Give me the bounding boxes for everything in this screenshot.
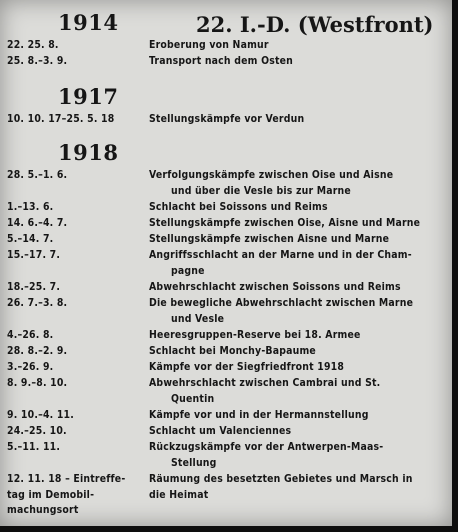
event-line: Eroberung von Namur xyxy=(149,39,269,51)
entry-event xyxy=(149,168,445,199)
entry-event xyxy=(149,232,445,248)
event-line: Stellung xyxy=(171,456,217,469)
year-heading-1918: 1918 xyxy=(58,140,119,165)
entry-date: 24.–25. 10. xyxy=(7,425,67,437)
entry-date: 10. 10. 17–25. 5. 18 xyxy=(7,113,115,125)
event-line: Schlacht bei Monchy-Bapaume xyxy=(149,345,316,357)
event-line: Transport nach dem Osten xyxy=(149,55,294,67)
event-line: Räumung des besetzten Gebietes und Marsch in xyxy=(149,473,413,485)
entry-date: 9. 10.–4. 11. xyxy=(7,409,75,421)
entry-date: 26. 7.–3. 8. xyxy=(7,297,68,309)
event-line: Stellungskämpfe vor Verdun xyxy=(149,113,305,125)
entry-event xyxy=(149,328,445,344)
entry-event xyxy=(149,296,445,327)
document-title: 22. I.-D. (Westfront) xyxy=(196,12,434,37)
entry-date: 28. 5.–1. 6. xyxy=(7,169,68,181)
entry-date: 1.–13. 6. xyxy=(7,201,54,213)
event-line: Angriffsschlacht an der Marne und in der Cham- xyxy=(149,249,412,261)
event-line: Quentin xyxy=(171,392,215,405)
entry-event xyxy=(149,248,445,279)
event-line: Schlacht bei Soissons und Reims xyxy=(149,201,328,213)
year-heading-1917: 1917 xyxy=(58,84,119,109)
entry-event xyxy=(149,280,445,296)
event-line: pagne xyxy=(171,264,205,277)
entry-event xyxy=(149,472,445,503)
entry-date: 28. 8.–2. 9. xyxy=(7,345,68,357)
entry-date: 25. 8.–3. 9. xyxy=(7,55,68,67)
entry-date: 12. 11. 18 – Eintreffe- tag im Demobil- machungsort xyxy=(7,473,126,516)
entry-event xyxy=(149,216,445,232)
entry-date: 5.–14. 7. xyxy=(7,233,54,245)
entry-date: 14. 6.–4. 7. xyxy=(7,217,68,229)
event-line: Stellungskämpfe zwischen Oise, Aisne und Marne xyxy=(149,217,421,229)
entry-event xyxy=(149,200,445,216)
event-line: Kämpfe vor der Siegfriedfront 1918 xyxy=(149,361,345,373)
entry-date: 5.–11. 11. xyxy=(7,441,61,453)
event-line: Schlacht um Valenciennes xyxy=(149,425,292,437)
event-line: Verfolgungskämpfe zwischen Oise und Aisne xyxy=(149,169,394,181)
event-line: Rückzugskämpfe vor der Antwerpen-Maas- xyxy=(149,441,384,453)
entry-event xyxy=(149,360,445,376)
entry-event xyxy=(149,408,445,424)
entry-date: 22. 25. 8. xyxy=(7,39,59,51)
entry-event xyxy=(149,54,445,70)
entry-date: 4.–26. 8. xyxy=(7,329,54,341)
entry-date: 18.–25. 7. xyxy=(7,281,61,293)
event-line: die Heimat xyxy=(149,488,209,501)
entry-event xyxy=(149,112,445,128)
entry-event xyxy=(149,424,445,440)
event-line: und Vesle xyxy=(171,312,225,325)
entry-event xyxy=(149,376,445,407)
event-line: Heeresgruppen-Reserve bei 18. Armee xyxy=(149,329,361,341)
event-line: Stellungskämpfe zwischen Aisne und Marne xyxy=(149,233,390,245)
entry-date: 3.–26. 9. xyxy=(7,361,54,373)
year-heading-1914: 1914 xyxy=(58,10,119,35)
event-line: Kämpfe vor und in der Hermannstellung xyxy=(149,409,369,421)
event-line: Die bewegliche Abwehrschlacht zwischen Marne xyxy=(149,297,414,309)
entry-date: 15.–17. 7. xyxy=(7,249,61,261)
event-line: und über die Vesle bis zur Marne xyxy=(171,184,351,197)
entry-date: 8. 9.–8. 10. xyxy=(7,377,68,389)
event-line: Abwehrschlacht zwischen Cambrai und St. xyxy=(149,377,381,389)
entry-event xyxy=(149,344,445,360)
event-line: Abwehrschlacht zwischen Soissons und Reims xyxy=(149,281,401,293)
entry-event xyxy=(149,440,445,471)
entry-event xyxy=(149,38,445,54)
